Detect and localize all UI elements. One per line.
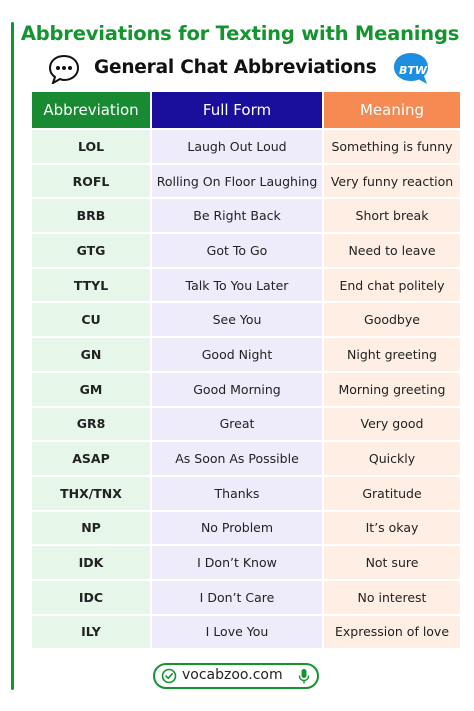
full-form-cell: No Problem <box>152 512 322 545</box>
meaning-cell: Not sure <box>324 546 460 579</box>
meaning-cell: Something is funny <box>324 130 460 163</box>
full-form-cell: Thanks <box>152 477 322 510</box>
abbreviations-table <box>30 90 462 650</box>
table-header-row <box>32 92 460 128</box>
full-form-cell: I Love You <box>152 616 322 649</box>
full-form-cell: Rolling On Floor Laughing <box>152 165 322 198</box>
subtitle-row <box>46 54 436 86</box>
table-row <box>32 130 460 163</box>
meaning-cell: Very good <box>324 408 460 441</box>
meaning-cell: Night greeting <box>324 338 460 371</box>
meaning-cell: Very funny reaction <box>324 165 460 198</box>
table-row <box>32 269 460 302</box>
table-row <box>32 616 460 649</box>
meaning-cell: End chat politely <box>324 269 460 302</box>
table-row <box>32 408 460 441</box>
abbreviation-cell: CU <box>32 303 150 336</box>
full-form-cell: Great <box>152 408 322 441</box>
meaning-cell: Goodbye <box>324 303 460 336</box>
section-subtitle: General Chat Abbreviations <box>94 57 377 78</box>
abbreviation-cell: NP <box>32 512 150 545</box>
table-row <box>32 373 460 406</box>
table-row <box>32 338 460 371</box>
full-form-cell: I Don’t Care <box>152 581 322 614</box>
full-form-cell: Be Right Back <box>152 199 322 232</box>
website-url: vocabzoo.com <box>182 667 283 683</box>
full-form-cell: Good Night <box>152 338 322 371</box>
column-header-abbreviation: Abbreviation <box>32 92 150 128</box>
meaning-cell: No interest <box>324 581 460 614</box>
website-link[interactable] <box>153 663 319 689</box>
abbreviation-cell: TTYL <box>32 269 150 302</box>
microphone-icon <box>298 668 310 685</box>
full-form-cell: Good Morning <box>152 373 322 406</box>
abbreviation-cell: GN <box>32 338 150 371</box>
table-row <box>32 442 460 475</box>
table-row <box>32 199 460 232</box>
table-row <box>32 546 460 579</box>
meaning-cell: Need to leave <box>324 234 460 267</box>
table-row <box>32 234 460 267</box>
speech-bubble-icon <box>48 54 80 84</box>
abbreviation-cell: LOL <box>32 130 150 163</box>
full-form-cell: Got To Go <box>152 234 322 267</box>
meaning-cell: It’s okay <box>324 512 460 545</box>
page-title: Abbreviations for Texting with Meanings <box>20 22 460 45</box>
abbreviation-cell: IDC <box>32 581 150 614</box>
table-row <box>32 512 460 545</box>
meaning-cell: Quickly <box>324 442 460 475</box>
table-row <box>32 477 460 510</box>
meaning-cell: Gratitude <box>324 477 460 510</box>
meaning-cell: Morning greeting <box>324 373 460 406</box>
full-form-cell: Laugh Out Loud <box>152 130 322 163</box>
full-form-cell: I Don’t Know <box>152 546 322 579</box>
left-accent-rule <box>11 22 14 690</box>
meaning-cell: Short break <box>324 199 460 232</box>
btw-badge-label: BTW <box>399 64 428 77</box>
table-row <box>32 303 460 336</box>
abbreviation-cell: GTG <box>32 234 150 267</box>
table-row <box>32 581 460 614</box>
abbreviation-cell: ILY <box>32 616 150 649</box>
abbreviation-cell: ASAP <box>32 442 150 475</box>
meaning-cell: Expression of love <box>324 616 460 649</box>
abbreviation-cell: IDK <box>32 546 150 579</box>
table-row <box>32 165 460 198</box>
abbreviation-cell: THX/TNX <box>32 477 150 510</box>
abbreviation-cell: GR8 <box>32 408 150 441</box>
abbreviation-cell: GM <box>32 373 150 406</box>
abbreviation-cell: ROFL <box>32 165 150 198</box>
full-form-cell: As Soon As Possible <box>152 442 322 475</box>
full-form-cell: Talk To You Later <box>152 269 322 302</box>
abbreviation-cell: BRB <box>32 199 150 232</box>
column-header-meaning: Meaning <box>324 92 460 128</box>
full-form-cell: See You <box>152 303 322 336</box>
globe-icon <box>161 668 177 684</box>
column-header-full-form: Full Form <box>152 92 322 128</box>
